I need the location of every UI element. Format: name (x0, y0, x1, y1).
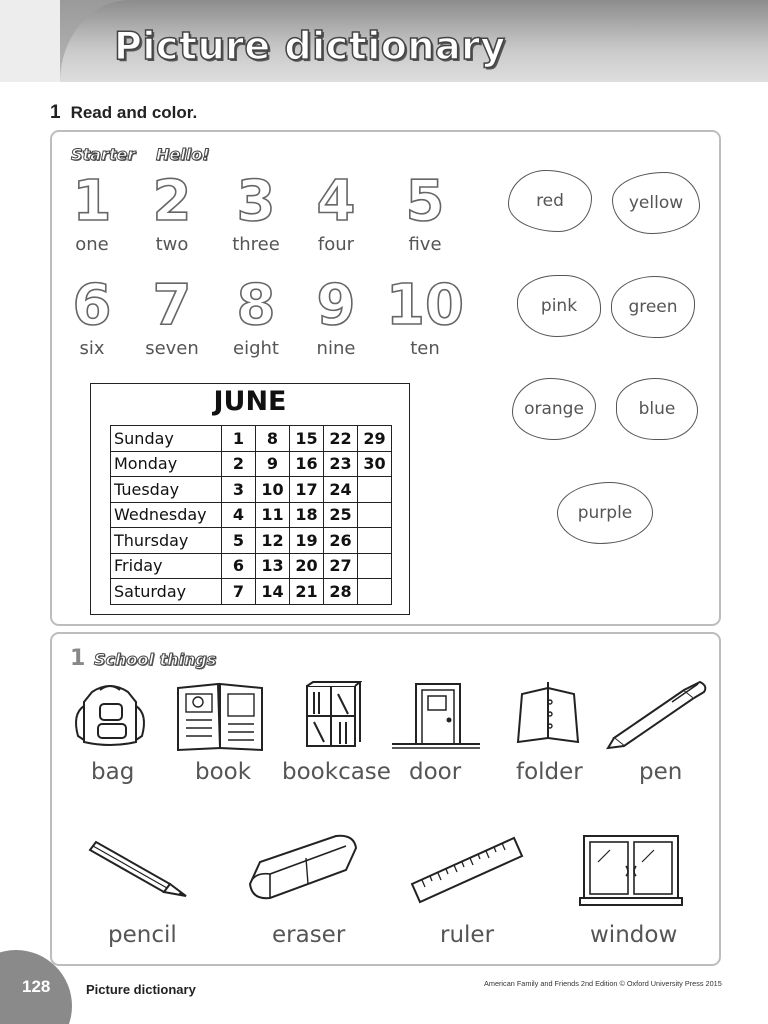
starter-label: Starter (71, 145, 136, 164)
book-icon (174, 680, 266, 752)
exercise-number: 1 (50, 102, 61, 123)
calendar-date: 9 (256, 451, 290, 477)
thing-label: bookcase (282, 759, 391, 785)
window-icon (578, 832, 686, 908)
calendar-date: 4 (222, 502, 256, 528)
calendar-date: 7 (222, 579, 256, 605)
calendar-date: 29 (358, 426, 392, 452)
copyright-notice: American Family and Friends 2nd Edition © Oxford University Press 2015 (484, 979, 722, 988)
color-blob-yellow: yellow (612, 172, 700, 234)
ruler-icon (410, 836, 524, 908)
number-item (216, 169, 296, 255)
number-digit: 2 (152, 169, 192, 234)
calendar-table (110, 425, 392, 605)
calendar-day: Thursday (111, 528, 222, 554)
color-blob-pink: pink (517, 275, 601, 337)
number-item (52, 169, 132, 255)
pencil-icon (86, 838, 190, 902)
number-item (385, 169, 465, 255)
thing-label: ruler (440, 922, 495, 948)
number-word: seven (145, 338, 199, 359)
calendar-date (358, 579, 392, 605)
number-word: nine (316, 338, 356, 359)
school-things-title: School things (94, 650, 217, 669)
calendar-day: Friday (111, 553, 222, 579)
number-word: five (408, 234, 442, 255)
door-icon (392, 680, 480, 750)
number-item (132, 273, 212, 359)
calendar-row (111, 426, 392, 452)
number-word: three (232, 234, 280, 255)
color-blob-green: green (611, 276, 695, 338)
calendar-date: 3 (222, 477, 256, 503)
calendar-day: Saturday (111, 579, 222, 605)
calendar-date: 16 (290, 451, 324, 477)
footer-title: Picture dictionary (86, 982, 196, 997)
calendar-date: 13 (256, 553, 290, 579)
calendar-date: 15 (290, 426, 324, 452)
calendar-date: 12 (256, 528, 290, 554)
calendar-date: 20 (290, 553, 324, 579)
calendar-row (111, 528, 392, 554)
number-word: four (317, 234, 355, 255)
page-number: 128 (22, 977, 51, 996)
calendar-row (111, 451, 392, 477)
calendar-date: 25 (324, 502, 358, 528)
thing-label: door (409, 759, 462, 785)
calendar-row (111, 553, 392, 579)
calendar-date: 23 (324, 451, 358, 477)
thing-label: pencil (108, 922, 177, 948)
thing-label: bag (91, 759, 135, 785)
calendar-date: 14 (256, 579, 290, 605)
color-blob-blue: blue (616, 378, 698, 440)
calendar-date: 28 (324, 579, 358, 605)
thing-label: eraser (272, 922, 346, 948)
eraser-icon (246, 832, 362, 908)
number-digit: 5 (405, 169, 445, 234)
number-item (385, 273, 465, 359)
calendar-row (111, 477, 392, 503)
number-digit: 9 (316, 273, 356, 338)
calendar-date: 18 (290, 502, 324, 528)
number-item (52, 273, 132, 359)
calendar-date: 26 (324, 528, 358, 554)
header-banner (0, 0, 768, 82)
calendar-date: 5 (222, 528, 256, 554)
number-word: two (155, 234, 189, 255)
calendar-date: 8 (256, 426, 290, 452)
calendar-date: 11 (256, 502, 290, 528)
number-digit: 7 (152, 273, 192, 338)
calendar-date: 30 (358, 451, 392, 477)
calendar-day: Sunday (111, 426, 222, 452)
calendar-date: 2 (222, 451, 256, 477)
calendar-row (111, 502, 392, 528)
calendar-month: JUNE (213, 386, 287, 417)
calendar-day: Monday (111, 451, 222, 477)
number-digit: 3 (236, 169, 276, 234)
calendar-date (358, 477, 392, 503)
calendar-date: 24 (324, 477, 358, 503)
exercise-instruction (50, 102, 197, 124)
bookcase-icon (304, 680, 362, 748)
number-item (296, 273, 376, 359)
number-word: eight (233, 338, 279, 359)
starter-unit-title: Hello! (156, 145, 210, 164)
calendar-date (358, 502, 392, 528)
page-title: Picture dictionary (114, 24, 506, 68)
calendar-date: 6 (222, 553, 256, 579)
thing-label: window (590, 922, 678, 948)
color-blob-purple: purple (557, 482, 653, 544)
number-word: one (75, 234, 109, 255)
thing-label: book (195, 759, 252, 785)
number-digit: 4 (316, 169, 356, 234)
calendar-date: 21 (290, 579, 324, 605)
number-word: six (79, 338, 105, 359)
calendar-day: Tuesday (111, 477, 222, 503)
calendar-date: 17 (290, 477, 324, 503)
school-things-unit-number: 1 (70, 646, 86, 671)
calendar-date: 27 (324, 553, 358, 579)
calendar-row (111, 579, 392, 605)
number-item (216, 273, 296, 359)
thing-label: pen (639, 759, 683, 785)
calendar-date: 19 (290, 528, 324, 554)
exercise-text: Read and color. (70, 103, 198, 122)
number-digit: 1 (72, 169, 112, 234)
bag-icon (70, 682, 150, 748)
number-digit: 8 (236, 273, 276, 338)
calendar-date: 22 (324, 426, 358, 452)
number-word: ten (410, 338, 440, 359)
calendar-date (358, 553, 392, 579)
number-item (296, 169, 376, 255)
number-digit: 6 (72, 273, 112, 338)
number-item (132, 169, 212, 255)
folder-icon (512, 680, 584, 750)
color-blob-orange: orange (512, 378, 596, 440)
color-blob-red: red (508, 170, 592, 232)
calendar-date: 1 (222, 426, 256, 452)
thing-label: folder (516, 759, 583, 785)
number-digit: 10 (386, 273, 464, 338)
calendar-day: Wednesday (111, 502, 222, 528)
calendar-date: 10 (256, 477, 290, 503)
calendar-date (358, 528, 392, 554)
pen-icon (604, 680, 712, 752)
june-calendar (90, 383, 410, 615)
